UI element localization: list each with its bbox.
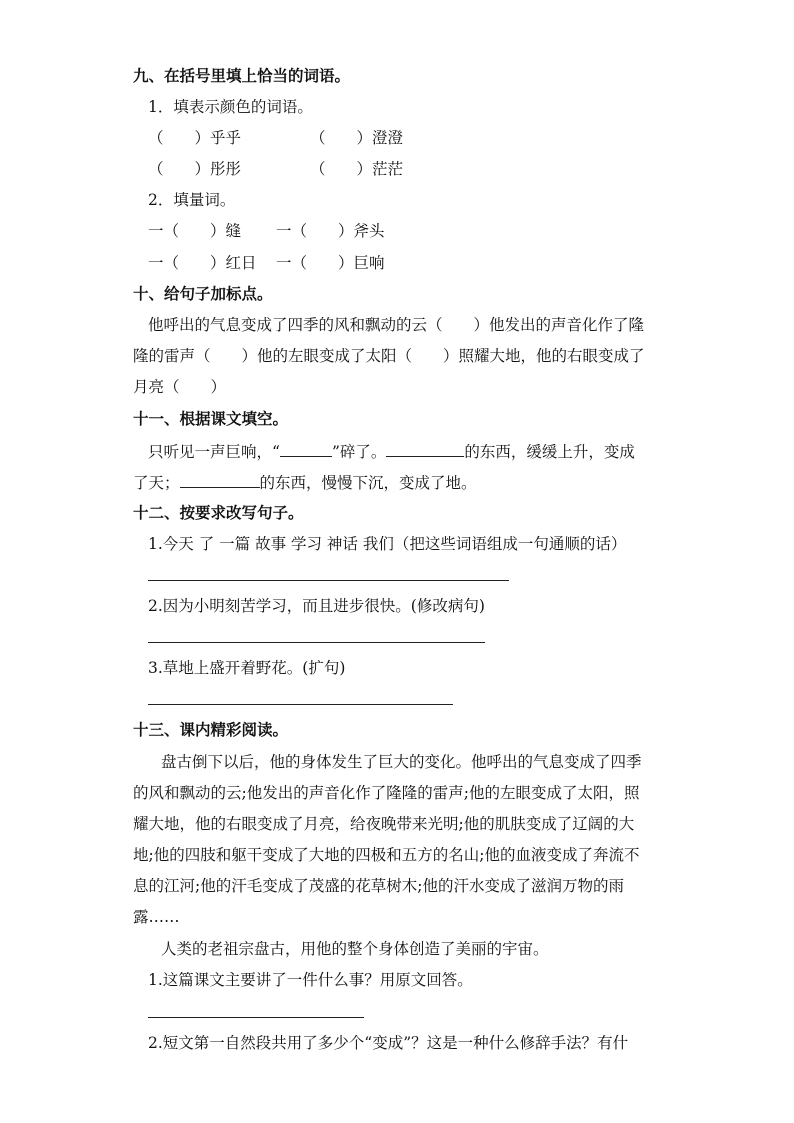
s11-text: 的东西，慢慢下沉，变成了地。 (259, 474, 477, 492)
color-item: （ ）茫茫 (310, 160, 404, 178)
color-item: （ ）澄澄 (310, 129, 404, 147)
reading-line: 地;他的四肢和躯干变成了大地的四极和五方的名山;他的血液变成了奔流不 (133, 846, 640, 864)
section-10-title: 十、给句子加标点。 (133, 285, 273, 303)
section-9-title: 九、在括号里填上恰当的词语。 (133, 67, 351, 85)
s10-line: 隆的雷声（ ）他的左眼变成了太阳（ ）照耀大地，他的右眼变成了 (133, 347, 645, 365)
s11-text: 只听见一声巨响，“ (148, 443, 280, 461)
s11-line-2 (133, 471, 477, 493)
reading-line: 露…… (133, 908, 180, 926)
s9-question-1: 1．填表示颜色的词语。 (148, 98, 313, 116)
section-12-title: 十二、按要求改写句子。 (133, 504, 304, 522)
measure-item: 一（ ）红日 (148, 254, 257, 272)
reading-line: 息的江河;他的汗毛变成了茂盛的花草树木;他的汗水变成了滋润万物的雨 (133, 877, 624, 895)
s11-text: 的东西，缓缓上升，变成 (464, 443, 635, 461)
color-row-1 (148, 128, 403, 148)
measure-item: 一（ ）斧头 (276, 222, 385, 240)
fill-blank[interactable] (280, 440, 332, 457)
reading-line: 耀大地，他的右眼变成了月亮，给夜晚带来光明;他的肌肤变成了辽阔的大 (133, 815, 635, 833)
s12-question-3: 3.草地上盛开着野花。(扩句) (148, 659, 346, 677)
measure-row-2 (148, 253, 385, 273)
s9-question-2: 2．填量词。 (148, 191, 236, 209)
measure-row-1 (148, 221, 385, 241)
s13-question-1: 1.这篇课文主要讲了一件什么事？用原文回答。 (148, 971, 473, 989)
s10-line: 月亮（ ） (133, 378, 227, 396)
s11-text: ”碎了。 (331, 443, 387, 461)
s13-question-2: 2.短文第一自然段共用了多少个“变成”？这是一种什么修辞手法？有什 (148, 1034, 629, 1052)
color-item: （ ）彤彤 (148, 160, 242, 178)
reading-line: 人类的老祖宗盘古，用他的整个身体创造了美丽的宇宙。 (161, 940, 549, 958)
reading-line: 的风和飘动的云;他发出的声音化作了隆隆的雷声;他的左眼变成了太阳，照 (133, 784, 640, 802)
answer-line[interactable] (148, 704, 453, 705)
answer-line[interactable] (148, 1017, 364, 1018)
s11-text: 了天； (133, 474, 180, 492)
reading-line: 盘古倒下以后，他的身体发生了巨大的变化。他呼出的气息变成了四季 (161, 753, 642, 771)
color-item: （ ）乎乎 (148, 129, 242, 147)
measure-item: 一（ ）缝 (148, 222, 242, 240)
fill-blank[interactable] (386, 440, 464, 457)
section-11-title: 十一、根据课文填空。 (133, 410, 289, 428)
s10-line: 他呼出的气息变成了四季的风和飘动的云（ ）他发出的声音化作了隆 (148, 316, 645, 334)
answer-line[interactable] (148, 642, 485, 643)
s11-line-1 (148, 440, 635, 462)
s12-question-1: 1.今天 了 一篇 故事 学习 神话 我们（把这些词语组成一句通顺的话） (148, 535, 627, 553)
color-row-2 (148, 159, 403, 179)
measure-item: 一（ ）巨响 (276, 254, 385, 272)
fill-blank[interactable] (180, 471, 260, 488)
answer-line[interactable] (148, 580, 509, 581)
s12-question-2: 2.因为小明刻苦学习，而且进步很快。(修改病句) (148, 597, 485, 615)
section-13-title: 十三、课内精彩阅读。 (133, 721, 289, 739)
